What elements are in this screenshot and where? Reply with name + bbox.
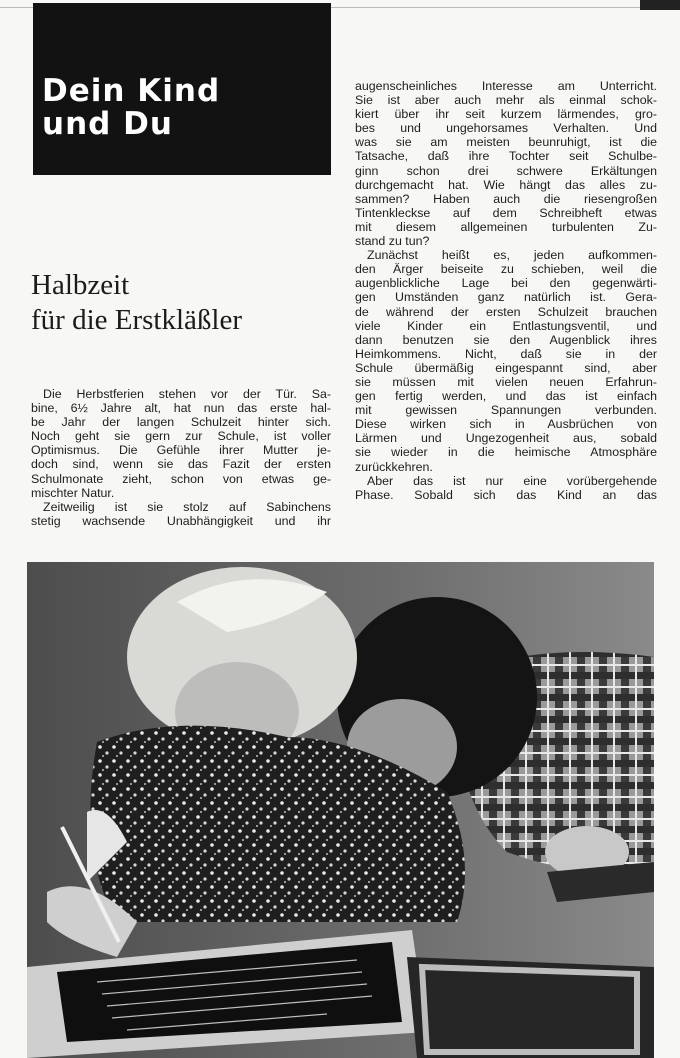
text-line: kiert über ihr seit kurzem lärmendes, gro-	[355, 107, 657, 122]
text-line: gen Umständen ganz natürlich ist. Gera-	[355, 290, 657, 305]
text-line: gen fertig werden, und das ist einfach	[355, 389, 657, 404]
text-line: stand zu tun?	[355, 234, 430, 249]
text-line: Schule übermäßig eingespannt sind, aber	[355, 360, 657, 375]
text-line: Sie ist aber auch mehr als einmal schok-	[355, 93, 657, 108]
text-line: Phase. Sobald sich das Kind an das	[355, 487, 657, 502]
page-corner-mark	[640, 0, 680, 10]
text-line: bine, 6½ Jahre alt, hat nun das erste hal-	[31, 401, 331, 416]
text-line: stetig wachsende Unabhängigkeit und ihr	[31, 513, 331, 528]
text-line: sie müssen mit vielen neuen Erfahrun-	[355, 374, 657, 389]
text-line: mischter Natur.	[31, 485, 115, 500]
text-line: augenblickliche Lage bei den gegenwärti-	[355, 276, 657, 291]
photo-illustration	[27, 562, 654, 1058]
text-line: Noch geht sie gern zur Schule, ist voller	[31, 429, 331, 444]
text-line: Optimismus. Die Gefühle ihrer Mutter je-	[31, 443, 331, 458]
section-title	[42, 75, 327, 141]
text-line: bes und ungehorsames Verhalten. Und	[355, 121, 657, 136]
text-line: doch sind, wenn sie das Fazit der ersten	[31, 457, 331, 472]
text-line: sammen? Haben auch die riesengroßen	[355, 191, 657, 206]
text-line: Heimkommens. Nicht, daß sie in der	[355, 346, 657, 361]
text-line: mit diesem allgemeinen turbulenten Zu-	[355, 219, 657, 234]
text-line: Zunächst heißt es, jeden aufkommen-	[367, 248, 657, 263]
headline-line-2: für die Erstkläßler	[31, 304, 242, 336]
text-line: augenscheinliches Interesse am Unterricht.	[355, 79, 657, 93]
text-line: viele Kinder ein Entlastungsventil, und	[355, 318, 657, 333]
text-line: Tintenkleckse auf dem Schreibheft etwas	[355, 205, 657, 220]
article-column-left	[31, 387, 331, 528]
text-line: den Ärger beiseite zu schieben, weil die	[355, 262, 657, 277]
text-line: sie wieder in die heimische Atmosphäre	[355, 445, 657, 460]
article-column-right	[355, 79, 657, 502]
text-line: de während der ersten Schulzeit brauchen	[355, 304, 657, 319]
text-line: Tatsache, daß ihre Tochter seit Schulbe-	[355, 149, 657, 164]
text-line: dann benutzen sie den Augenblick ihres	[355, 332, 657, 347]
text-line: Zeitweilig ist sie stolz auf Sabinchens	[43, 499, 331, 514]
text-line: ginn schon drei schwere Erkältungen	[355, 163, 657, 178]
photo-children-at-slate	[27, 562, 654, 1058]
text-line: durchgemacht hat. Wie hängt das alles zu-	[355, 177, 657, 192]
text-line: mit gewissen Spannungen verbunden.	[355, 403, 657, 418]
section-title-line-2: und Du	[42, 106, 173, 142]
text-line: Aber das ist nur eine vorübergehende	[367, 473, 657, 488]
text-line: zurückkehren.	[355, 459, 433, 474]
text-line: Die Herbstferien stehen vor der Tür. Sa-	[43, 387, 331, 401]
headline-line-1: Halbzeit	[31, 269, 130, 301]
text-line: was sie am meisten beunruhigt, ist die	[355, 135, 657, 150]
text-line: Schulmonate zieht, schon von etwas ge-	[31, 471, 331, 486]
text-line: Diese wirken sich in Ausbrüchen von	[355, 417, 657, 432]
text-line: Lärmen und Ungezogenheit aus, sobald	[355, 431, 657, 446]
section-title-line-1: Dein Kind	[42, 73, 221, 109]
text-line: be Jahr der langen Schulzeit hinter sich.	[31, 415, 331, 430]
article-headline	[31, 268, 331, 338]
section-title-block	[33, 3, 331, 175]
